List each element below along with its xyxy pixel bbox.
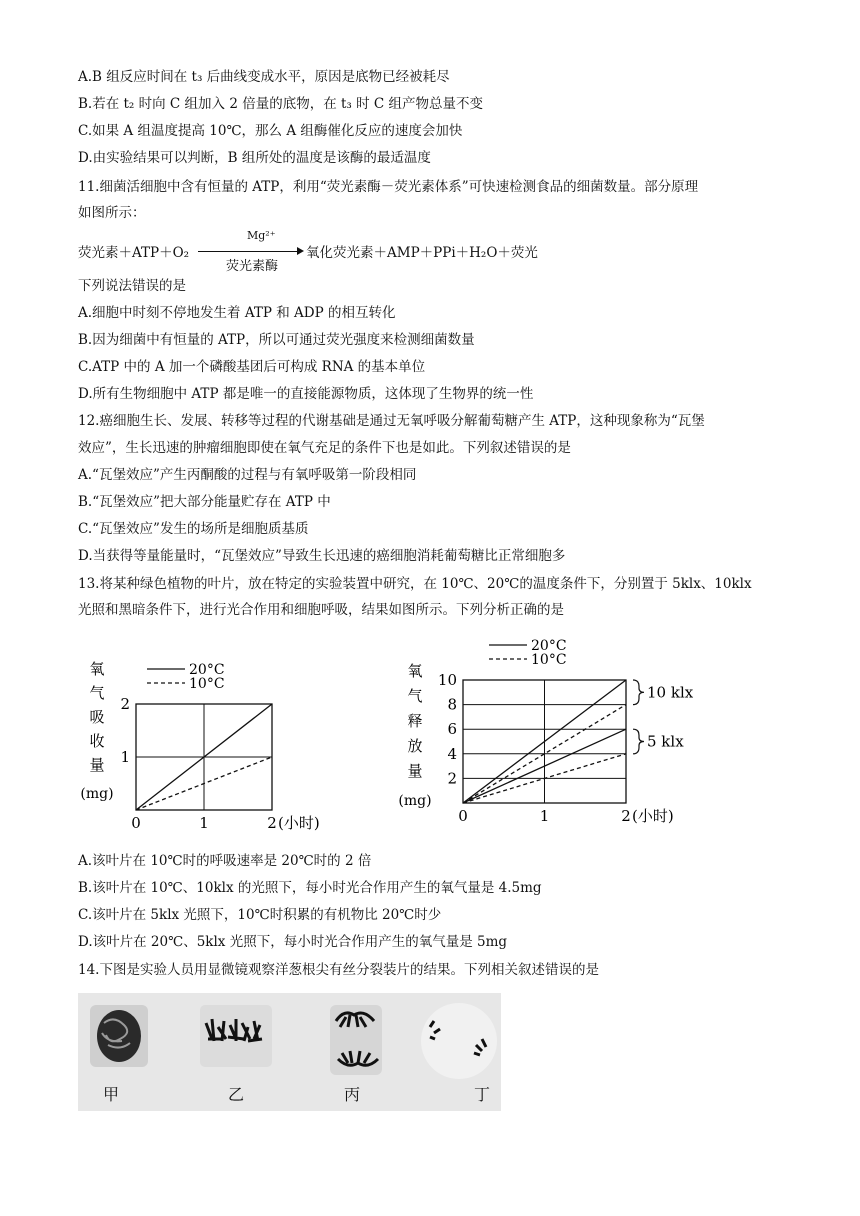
y-axis-label-char: 气: [89, 684, 105, 702]
y-axis-label-char: 放: [407, 737, 423, 755]
equation-enzyme: 荧光素酶: [226, 259, 279, 274]
y-axis-label-char: 量: [89, 756, 105, 774]
x-tick-label: 2: [267, 814, 277, 832]
oxygen-absorption-chart: [75, 650, 355, 840]
equation-products: 氧化荧光素＋AMP＋PPi＋H₂O＋荧光: [306, 245, 538, 261]
y-tick-label: 1: [120, 748, 130, 766]
q12-stem-cont: 效应”，生长迅速的肿瘤细胞即使在氧气充足的条件下也是如此。下列叙述错误的是: [78, 440, 571, 456]
q11-stem-cont: 如图所示：: [78, 205, 146, 221]
q14-stem: 14.下图是实验人员用显微镜观察洋葱根尖有丝分裂装片的结果。下列相关叙述错误的是: [78, 962, 599, 978]
arrow-head-icon: [297, 247, 304, 255]
x-tick-label: 2: [621, 807, 631, 825]
equation-cofactor: Mg²⁺: [247, 229, 276, 242]
y-axis-unit: (mg): [398, 793, 432, 809]
legend-label: 20°C: [189, 662, 225, 678]
q11-stem: 11.细菌活细胞中含有恒量的 ATP，利用“荧光素酶－荧光素体系”可快速检测食品的细菌数量。部分原理: [78, 179, 699, 195]
cell-jia-image: [90, 1005, 148, 1067]
q12-option-b: B.“瓦堡效应”把大部分能量贮存在 ATP 中: [78, 494, 331, 510]
x-axis-label: (小时): [632, 807, 674, 825]
y-axis-label-char: 释: [407, 712, 423, 730]
cell-ding-image: [421, 1003, 497, 1079]
q11-option-c: C.ATP 中的 A 加一个磷酸基团后可构成 RNA 的基本单位: [78, 359, 426, 375]
x-tick-label: 1: [199, 814, 209, 832]
micro-label-bing: 丙: [344, 1085, 361, 1104]
micro-label-ding: 丁: [474, 1085, 491, 1104]
q13-stem-cont: 光照和黑暗条件下，进行光合作用和细胞呼吸，结果如图所示。下列分析正确的是: [78, 602, 564, 618]
q11-prompt: 下列说法错误的是: [78, 278, 186, 294]
y-tick-label: 10: [437, 671, 457, 689]
q13-stem: 13.将某种绿色植物的叶片，放在特定的实验装置中研究，在 10℃、20℃的温度条件下，分别置于 5klx、10klx: [78, 576, 752, 592]
y-axis-unit: (mg): [80, 786, 114, 802]
q13-option-a: A.该叶片在 10℃时的呼吸速率是 20℃时的 2 倍: [78, 853, 372, 869]
micrograph-strip: [78, 993, 501, 1111]
y-tick-label: 6: [447, 720, 457, 739]
q12-option-a: A.“瓦堡效应”产生丙酮酸的过程与有氧呼吸第一阶段相同: [78, 467, 417, 483]
q10-option-d: D.由实验结果可以判断，B 组所处的温度是该酶的最适温度: [78, 150, 431, 166]
x-tick-label: 0: [131, 814, 141, 832]
y-axis-label-char: 收: [89, 732, 105, 750]
x-tick-label: 0: [458, 807, 468, 825]
y-tick-label: 2: [120, 695, 130, 713]
y-tick-label: 8: [447, 695, 457, 714]
group-10klx-label: 10 klx: [647, 683, 694, 702]
q12-option-d: D.当获得等量能量时，“瓦堡效应”导致生长迅速的癌细胞消耗葡萄糖比正常细胞多: [78, 548, 566, 564]
x-tick-label: 1: [539, 807, 550, 825]
q11-option-a: A.细胞中时刻不停地发生着 ATP 和 ADP 的相互转化: [78, 305, 396, 321]
q13-option-c: C.该叶片在 5klx 光照下，10℃时积累的有机物比 20℃时少: [78, 907, 442, 923]
legend-label: 20°C: [531, 638, 567, 654]
micro-label-jia: 甲: [103, 1085, 120, 1104]
q12-option-c: C.“瓦堡效应”发生的场所是细胞质基质: [78, 521, 309, 537]
y-axis-label-char: 氧: [89, 660, 105, 678]
micro-label-yi: 乙: [228, 1085, 245, 1104]
y-axis-label-char: 氧: [407, 662, 423, 680]
y-axis-label-char: 量: [407, 762, 423, 780]
q10-option-b: B.若在 t₂ 时向 C 组加入 2 倍量的底物，在 t₃ 时 C 组产物总量不变: [78, 96, 484, 112]
q10-option-c: C.如果 A 组温度提高 10℃，那么 A 组酶催化反应的速度会加快: [78, 123, 463, 139]
cell-yi-image: [200, 1005, 272, 1067]
q11-option-b: B.因为细菌中有恒量的 ATP，所以可通过荧光强度来检测细菌数量: [78, 332, 475, 348]
equation-reactants: 荧光素＋ATP＋O₂: [78, 245, 190, 261]
q13-option-b: B.该叶片在 10℃、10klx 的光照下，每小时光合作用产生的氧气量是 4.5mg: [78, 880, 542, 896]
q11-option-d: D.所有生物细胞中 ATP 都是唯一的直接能源物质，这体现了生物界的统一性: [78, 386, 534, 402]
oxygen-release-chart: [395, 632, 715, 837]
reaction-arrow: [198, 251, 301, 252]
y-tick-label: 4: [447, 744, 457, 763]
group-5klx-label: 5 klx: [647, 732, 684, 751]
x-axis-label: (小时): [278, 814, 320, 832]
legend-label: 10°C: [189, 676, 225, 692]
q10-option-a: A.B 组反应时间在 t₃ 后曲线变成水平，原因是底物已经被耗尽: [78, 69, 450, 85]
y-tick-label: 2: [447, 769, 457, 788]
group-5klx-brace: [633, 729, 644, 754]
cell-bing-image: [330, 1005, 382, 1075]
y-axis-label-char: 吸: [89, 708, 105, 726]
legend-label: 10°C: [531, 652, 567, 668]
q12-stem: 12.癌细胞生长、发展、转移等过程的代谢基础是通过无氧呼吸分解葡萄糖产生 ATP，这种现象称为“瓦堡: [78, 413, 705, 429]
group-10klx-brace: [633, 680, 644, 705]
y-axis-label-char: 气: [407, 687, 423, 705]
q13-option-d: D.该叶片在 20℃、5klx 光照下，每小时光合作用产生的氧气量是 5mg: [78, 934, 508, 950]
